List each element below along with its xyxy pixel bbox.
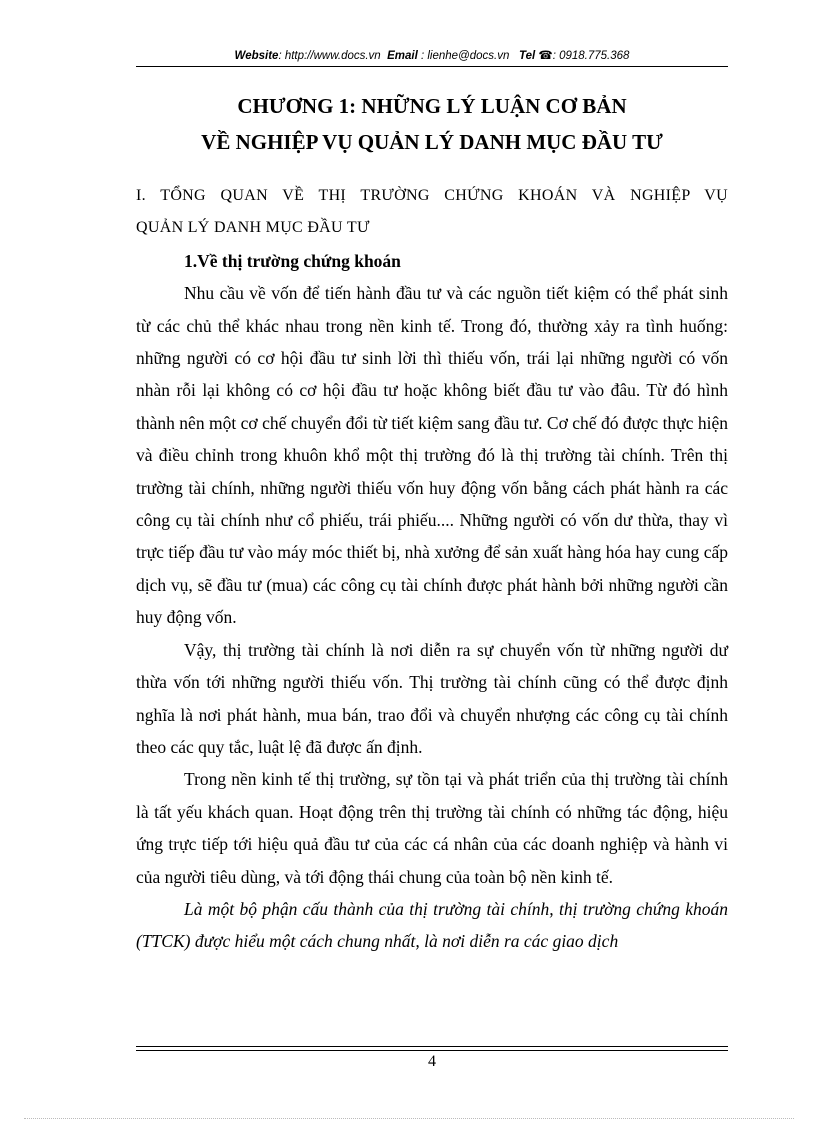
email-label: Email: [387, 50, 418, 62]
footer-divider-top: [136, 1046, 728, 1047]
website-value: : http://www.docs.vn: [278, 50, 381, 62]
paragraph-3: Trong nền kinh tế thị trường, sự tồn tại và phát triển của thị trường tài chính là tất yếu khách quan. Hoạt động trên thị trường tài chính có những tác động, hiệu ứng trực tiếp tới hiệu quả đầu tư của các cá nhân của các doanh nghiệp và hành vi của người tiêu dùng, và tới động thái chung của toàn bộ nền kinh tế.: [136, 769, 728, 887]
section-heading-line-1: I. TỔNG QUAN VỀ THỊ TRƯỜNG CHỨNG KHOÁN VÀ NGHIỆP VỤ: [136, 187, 728, 204]
paragraph-4: Là một bộ phận cấu thành của thị trường tài chính, thị trường chứng khoán (TTCK) được hiểu một cách chung nhất, là nơi diễn ra các giao dịch: [136, 898, 728, 952]
header-divider: [136, 66, 728, 67]
website-label: Website: [234, 50, 279, 62]
page-bottom-border: [24, 1118, 794, 1119]
section-heading-line-2: QUẢN LÝ DANH MỤC ĐẦU TƯ: [136, 219, 370, 237]
email-value: : lienhe@docs.vn: [417, 50, 510, 62]
page-header: [136, 48, 728, 62]
tel-value: : 0918.775.368: [552, 50, 630, 62]
subsection-heading: 1.Về thị trường chứng khoán: [184, 250, 401, 271]
footer-divider-bottom: [136, 1050, 728, 1051]
phone-icon: ☎: [538, 50, 553, 62]
chapter-title-line-2: VỀ NGHIỆP VỤ QUẢN LÝ DANH MỤC ĐẦU TƯ: [201, 130, 663, 154]
chapter-title-line-1: CHƯƠNG 1: NHỮNG LÝ LUẬN CƠ BẢN: [237, 94, 627, 118]
paragraph-2: Vậy, thị trường tài chính là nơi diễn ra sự chuyển vốn từ những người dư thừa vốn tới những người thiếu vốn. Thị trường tài chính cũng có thể được định nghĩa là nơi phát hành, mua bán, trao đổi và chuyển nhượng các công cụ tài chính theo các quy tắc, luật lệ đã được ấn định.: [136, 639, 728, 757]
paragraph-1: Nhu cầu về vốn để tiến hành đầu tư và các nguồn tiết kiệm có thể phát sinh từ các chủ thể khác nhau trong nền kinh tế. Trong đó, thường xảy ra tình huống: những người có cơ hội đầu tư sinh lời thì thiếu vốn, trái lại những người có vốn nhàn rỗi lại không có cơ hội đầu tư hoặc không biết đầu tư vào đâu. Từ đó hình thành nên một cơ chế chuyển đổi từ tiết kiệm sang đầu tư. Cơ chế đó được thực hiện và điều chỉnh trong khuôn khổ một thị trường đó là thị trường tài chính. Trên thị trường tài chính, những người thiếu vốn huy động vốn bằng cách phát hành ra các công cụ tài chính như cổ phiếu, trái phiếu.... Những người có vốn dư thừa, thay vì trực tiếp đầu tư vào máy móc thiết bị, nhà xưởng để sản xuất hàng hóa hay cung cấp dịch vụ, sẽ đầu tư (mua) các công cụ tài chính được phát hành bởi những người cần huy động vốn.: [136, 283, 728, 628]
page-number: 4: [428, 1053, 436, 1070]
section-heading: [136, 180, 728, 245]
tel-label: Tel: [518, 50, 536, 62]
document-body: [136, 180, 728, 958]
